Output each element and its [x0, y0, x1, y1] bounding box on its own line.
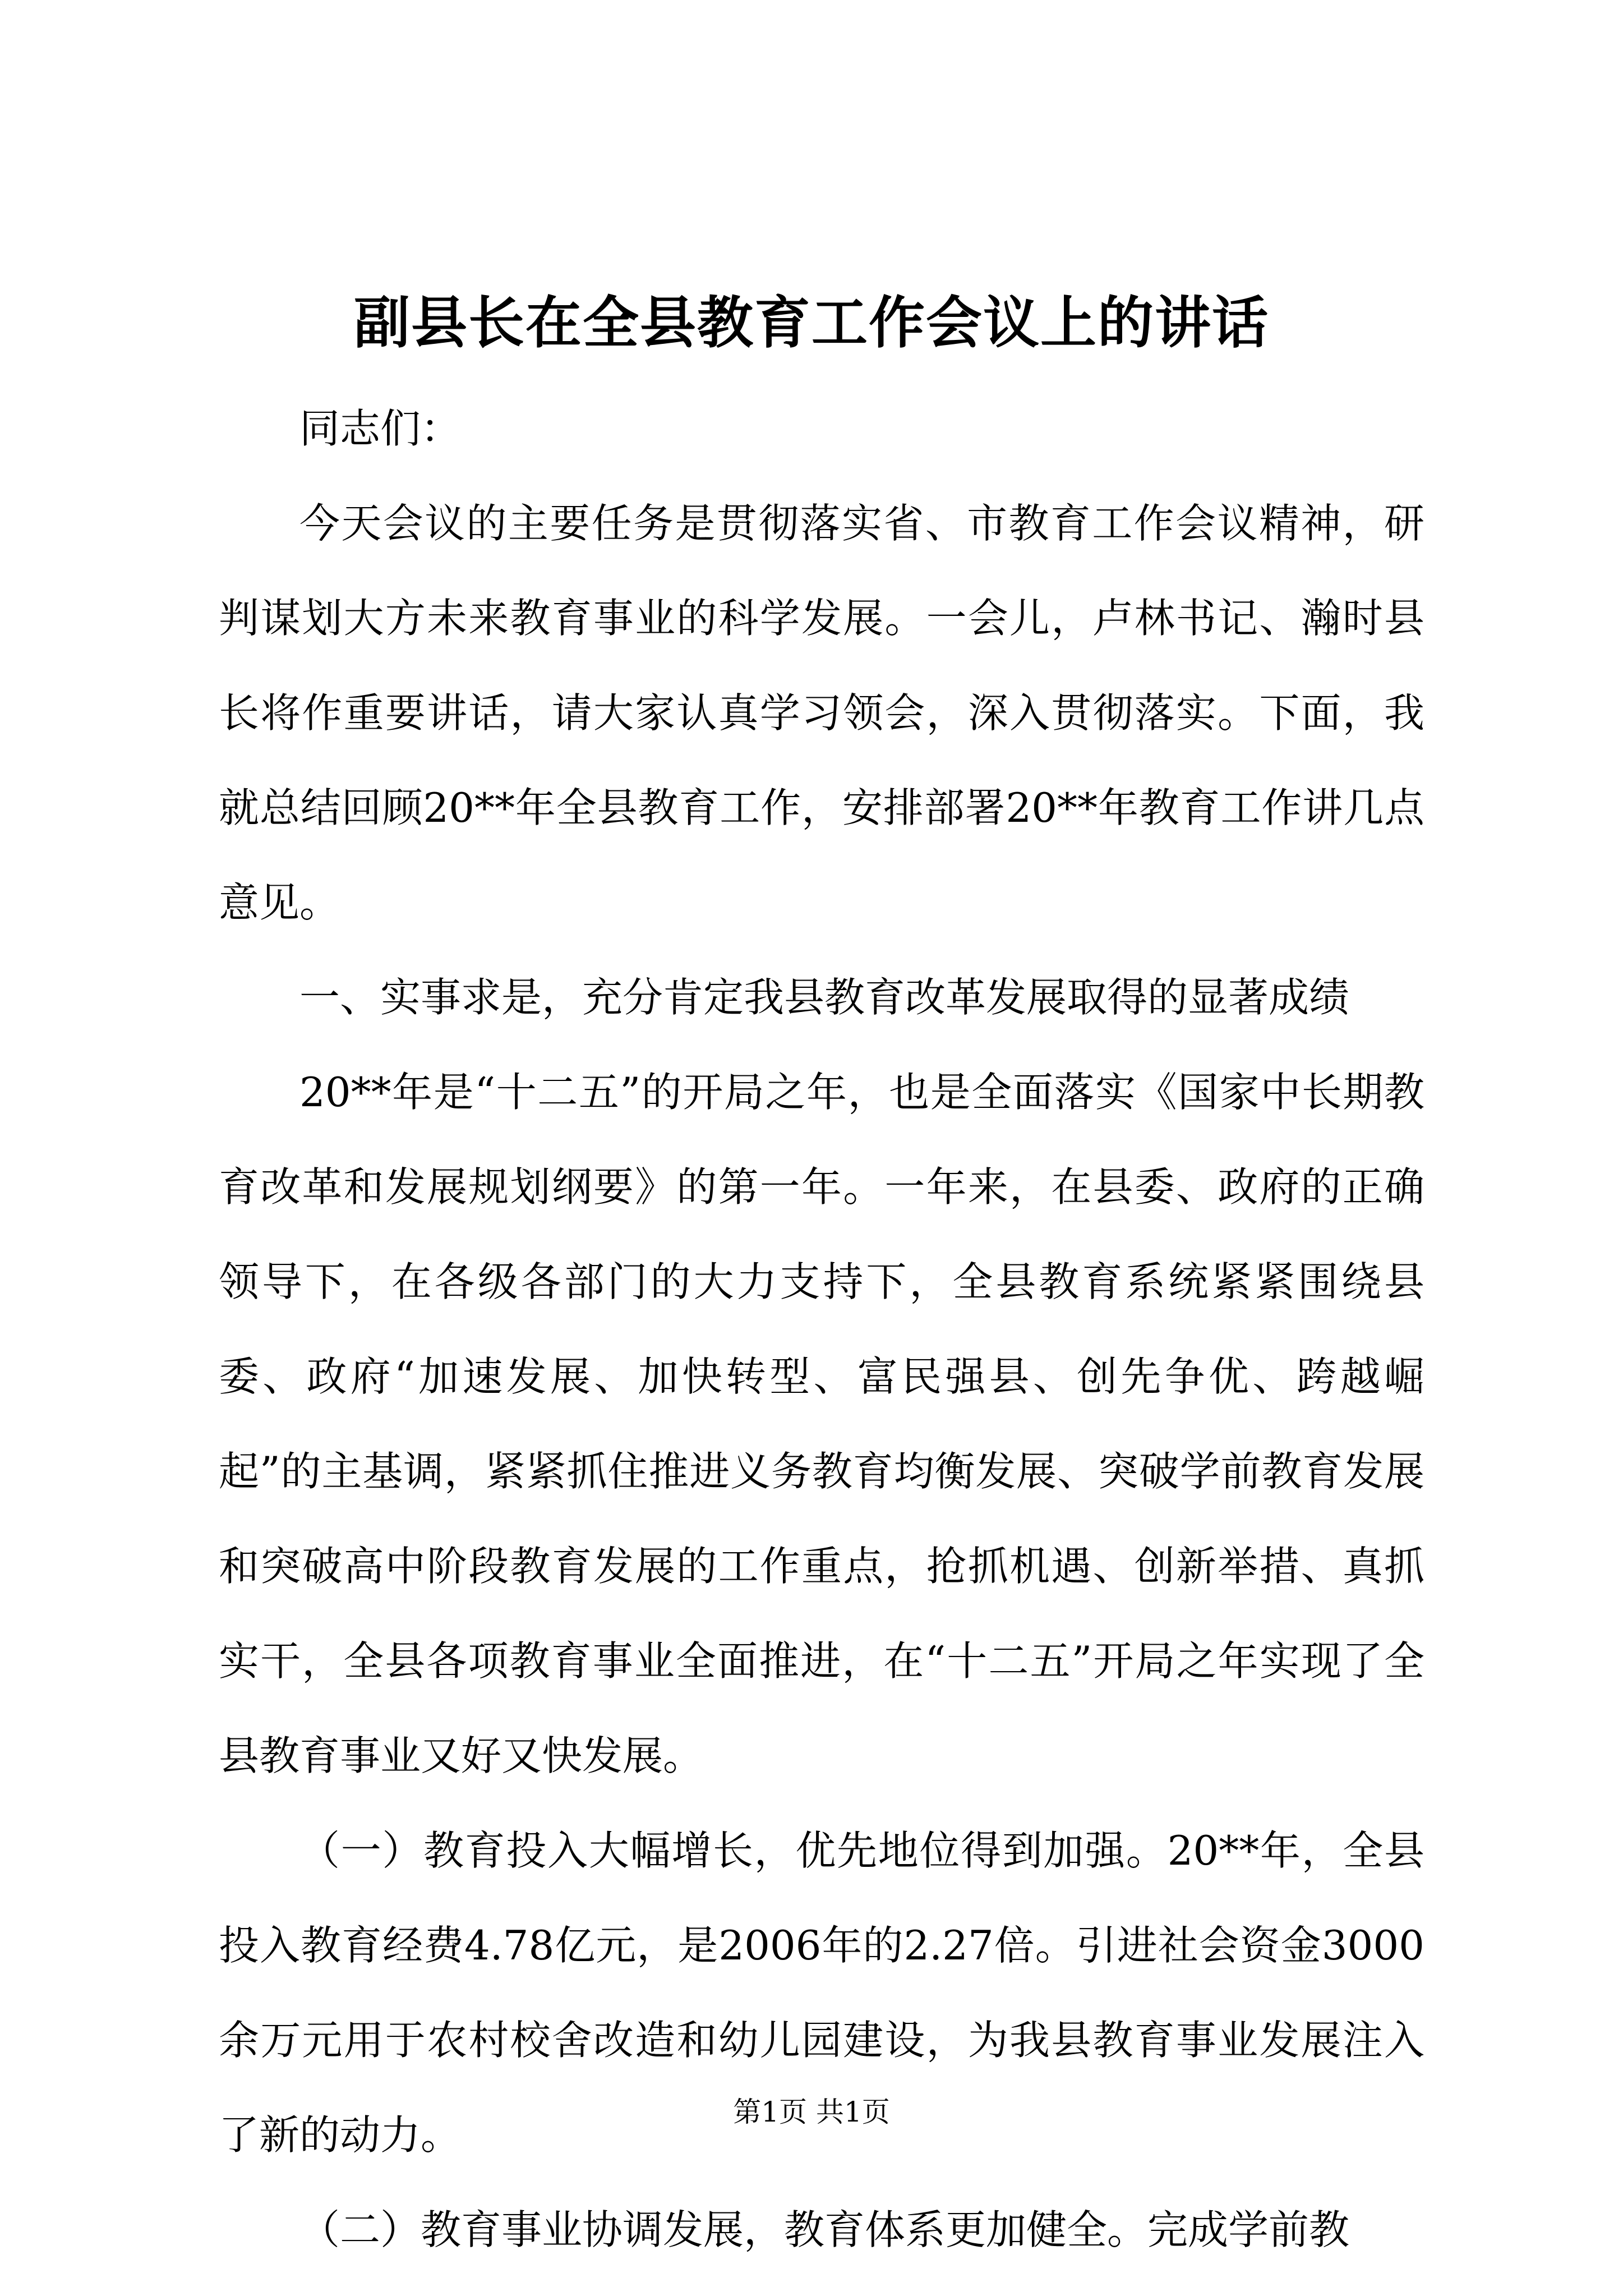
- body-paragraph: 20**年是“十二五”的开局之年，也是全面落实《国家中长期教育改革和发展规划纲要》的第一年。一年来，在县委、政府的正确领导下，在各级各部门的大力支持下，全县教育系统紧紧围绕县委、政府“加速发展、加快转型、富民强县、创先争优、跨越崛起”的主基调，紧紧抓住推进义务教育均衡发展、突破学前教育发展和突破高中阶段教育发展的工作重点，抢抓机遇、创新举措、真抓实干，全县各项教育事业全面推进，在“十二五”开局之年实现了全县教育事业又好又快发展。: [219, 1069, 1424, 1779]
- page-footer: 第1页 共1页: [733, 2096, 890, 2128]
- section-heading-1: 一、实事求是，充分肯定我县教育改革发展取得的显著成绩: [299, 974, 1350, 1021]
- intro-paragraph: 今天会议的主要任务是贯彻落实省、市教育工作会议精神，研判谋划大方未来教育事业的科学发展。一会儿，卢林书记、瀚时县长将作重要讲话，请大家认真学习领会，深入贯彻落实。下面，我就总结回顾20**年全县教育工作，安排部署20**年教育工作讲几点意见。: [219, 500, 1424, 926]
- salutation-paragraph: 同志们：: [299, 405, 462, 452]
- document-body: [219, 381, 1424, 2277]
- body-paragraph: （一）教育投入大幅增长，优先地位得到加强。20**年，全县投入教育经费4.78亿元，是2006年的2.27倍。引进社会资金3000余万元用于农村校舍改造和幼儿园建设，为我县教育事业发展注入了新的动力。: [219, 1827, 1424, 2159]
- document-title: 副县长在全县教育工作会议上的讲话: [354, 289, 1269, 356]
- body-paragraph: （二）教育事业协调发展，教育体系更加健全。完成学前教: [299, 2206, 1350, 2253]
